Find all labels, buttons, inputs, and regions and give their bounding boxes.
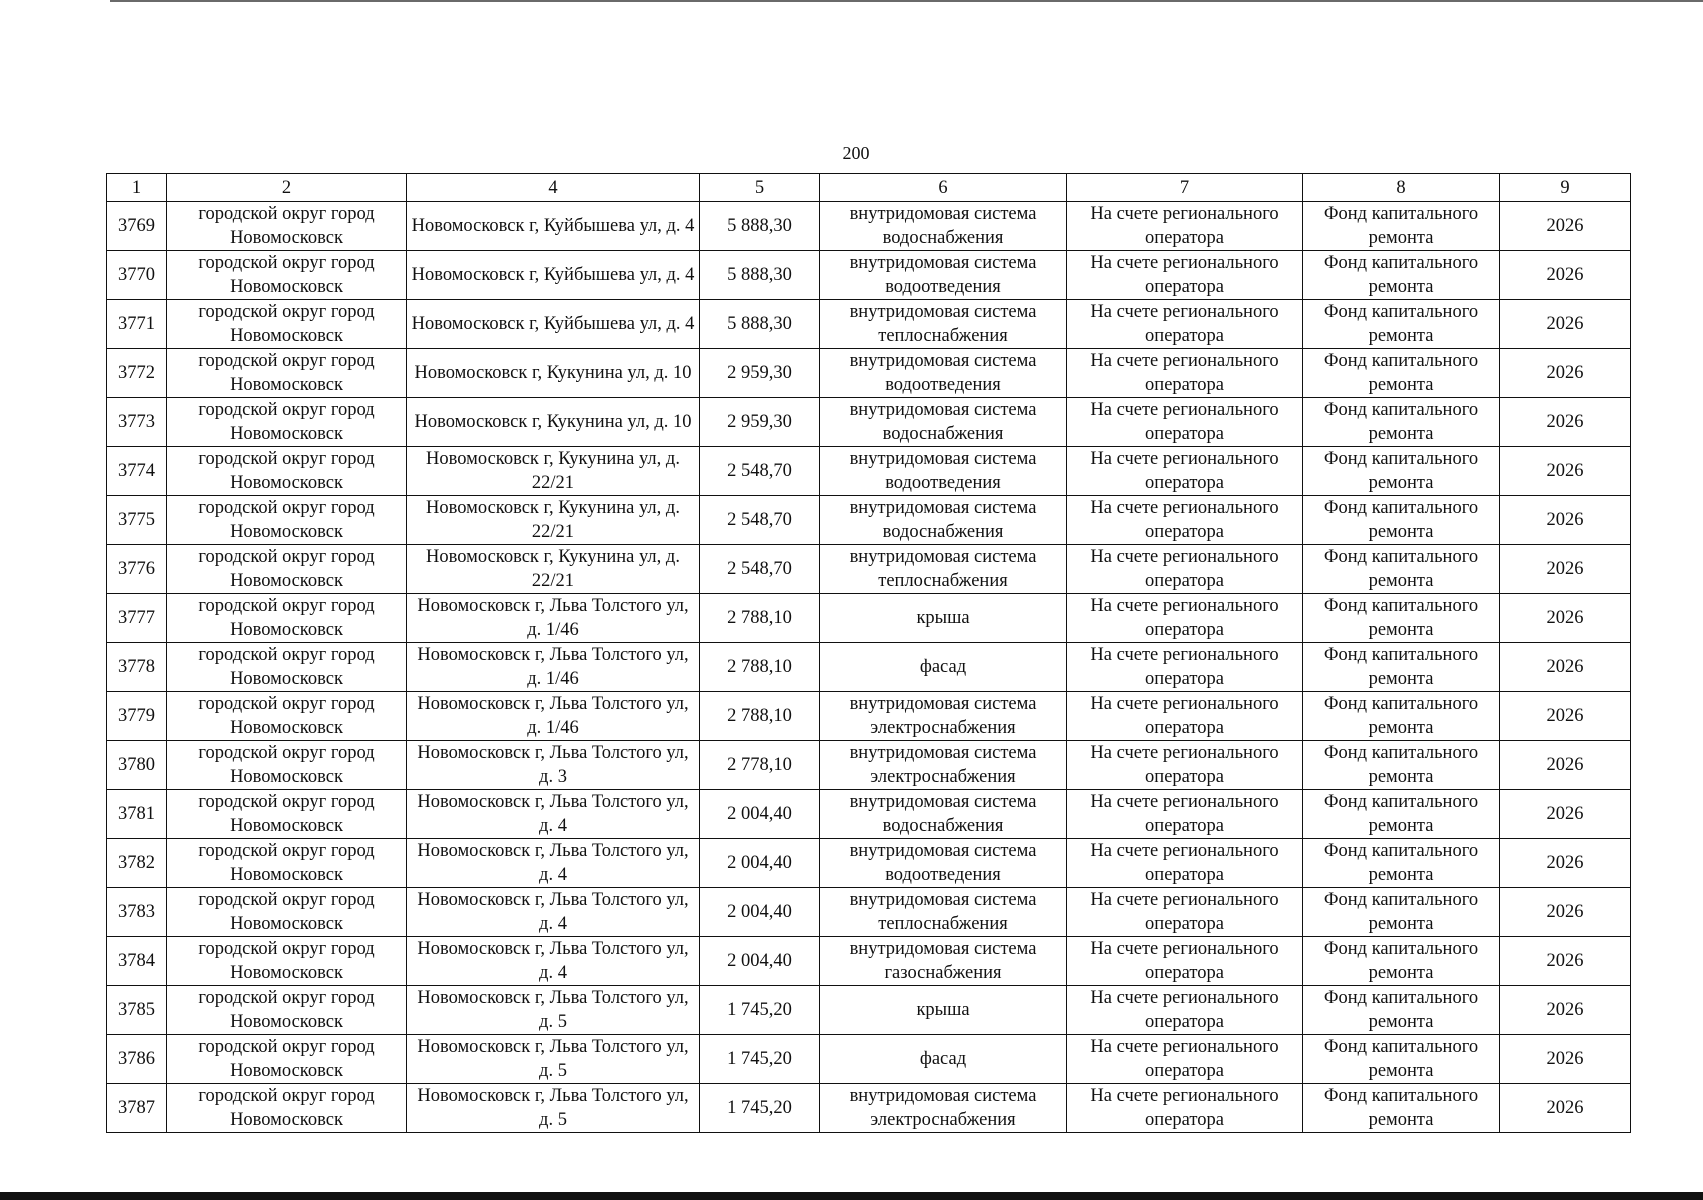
header-cell-col-1: 1 bbox=[107, 174, 167, 202]
row-number-cell: 3779 bbox=[107, 692, 167, 741]
district-cell: городской округ город Новомосковск bbox=[167, 937, 407, 986]
work-type-cell: внутридомовая система водоотведения bbox=[820, 349, 1067, 398]
fund-cell: Фонд капитального ремонта bbox=[1303, 349, 1500, 398]
address-cell: Новомосковск г, Куйбышева ул, д. 4 bbox=[407, 251, 700, 300]
row-number-cell: 3774 bbox=[107, 447, 167, 496]
amount-cell: 1 745,20 bbox=[700, 1084, 820, 1133]
account-cell: На счете регионального оператора bbox=[1067, 937, 1303, 986]
row-number-cell: 3784 bbox=[107, 937, 167, 986]
work-type-cell: внутридомовая система водоснабжения bbox=[820, 398, 1067, 447]
district-cell: городской округ город Новомосковск bbox=[167, 741, 407, 790]
fund-cell: Фонд капитального ремонта bbox=[1303, 398, 1500, 447]
amount-cell: 2 788,10 bbox=[700, 643, 820, 692]
year-cell: 2026 bbox=[1500, 251, 1631, 300]
address-cell: Новомосковск г, Льва Толстого ул, д. 4 bbox=[407, 888, 700, 937]
fund-cell: Фонд капитального ремонта bbox=[1303, 790, 1500, 839]
work-type-cell: внутридомовая система электроснабжения bbox=[820, 741, 1067, 790]
year-cell: 2026 bbox=[1500, 888, 1631, 937]
address-cell: Новомосковск г, Куйбышева ул, д. 4 bbox=[407, 300, 700, 349]
fund-cell: Фонд капитального ремонта bbox=[1303, 888, 1500, 937]
account-cell: На счете регионального оператора bbox=[1067, 349, 1303, 398]
account-cell: На счете регионального оператора bbox=[1067, 643, 1303, 692]
year-cell: 2026 bbox=[1500, 594, 1631, 643]
work-type-cell: внутридомовая система водоснабжения bbox=[820, 496, 1067, 545]
work-type-cell: внутридомовая система водоотведения bbox=[820, 447, 1067, 496]
table-row bbox=[107, 447, 1631, 496]
work-type-cell: внутридомовая система водоотведения bbox=[820, 251, 1067, 300]
table-row bbox=[107, 349, 1631, 398]
row-number-cell: 3777 bbox=[107, 594, 167, 643]
fund-cell: Фонд капитального ремонта bbox=[1303, 447, 1500, 496]
work-type-cell: внутридомовая система теплоснабжения bbox=[820, 300, 1067, 349]
work-type-cell: фасад bbox=[820, 643, 1067, 692]
district-cell: городской округ город Новомосковск bbox=[167, 790, 407, 839]
year-cell: 2026 bbox=[1500, 447, 1631, 496]
row-number-cell: 3782 bbox=[107, 839, 167, 888]
account-cell: На счете регионального оператора bbox=[1067, 300, 1303, 349]
row-number-cell: 3780 bbox=[107, 741, 167, 790]
fund-cell: Фонд капитального ремонта bbox=[1303, 692, 1500, 741]
address-cell: Новомосковск г, Льва Толстого ул, д. 1/46 bbox=[407, 692, 700, 741]
table-row bbox=[107, 888, 1631, 937]
amount-cell: 2 788,10 bbox=[700, 692, 820, 741]
amount-cell: 2 004,40 bbox=[700, 790, 820, 839]
fund-cell: Фонд капитального ремонта bbox=[1303, 741, 1500, 790]
fund-cell: Фонд капитального ремонта bbox=[1303, 937, 1500, 986]
header-cell-col-6: 6 bbox=[820, 174, 1067, 202]
year-cell: 2026 bbox=[1500, 1084, 1631, 1133]
table-row bbox=[107, 643, 1631, 692]
page-number: 200 bbox=[842, 143, 870, 163]
header-cell-col-7: 7 bbox=[1067, 174, 1303, 202]
account-cell: На счете регионального оператора bbox=[1067, 986, 1303, 1035]
account-cell: На счете регионального оператора bbox=[1067, 496, 1303, 545]
amount-cell: 2 548,70 bbox=[700, 545, 820, 594]
year-cell: 2026 bbox=[1500, 986, 1631, 1035]
fund-cell: Фонд капитального ремонта bbox=[1303, 1084, 1500, 1133]
address-cell: Новомосковск г, Льва Толстого ул, д. 4 bbox=[407, 839, 700, 888]
work-type-cell: внутридомовая система теплоснабжения bbox=[820, 545, 1067, 594]
scan-top-edge bbox=[110, 0, 1703, 2]
table-row bbox=[107, 692, 1631, 741]
amount-cell: 2 959,30 bbox=[700, 398, 820, 447]
row-number-cell: 3776 bbox=[107, 545, 167, 594]
address-cell: Новомосковск г, Льва Толстого ул, д. 5 bbox=[407, 986, 700, 1035]
year-cell: 2026 bbox=[1500, 790, 1631, 839]
amount-cell: 2 778,10 bbox=[700, 741, 820, 790]
amount-cell: 2 004,40 bbox=[700, 937, 820, 986]
fund-cell: Фонд капитального ремонта bbox=[1303, 1035, 1500, 1084]
fund-cell: Фонд капитального ремонта bbox=[1303, 839, 1500, 888]
district-cell: городской округ город Новомосковск bbox=[167, 888, 407, 937]
row-number-cell: 3786 bbox=[107, 1035, 167, 1084]
address-cell: Новомосковск г, Кукунина ул, д. 10 bbox=[407, 349, 700, 398]
header-cell-col-5: 5 bbox=[700, 174, 820, 202]
row-number-cell: 3773 bbox=[107, 398, 167, 447]
amount-cell: 1 745,20 bbox=[700, 1035, 820, 1084]
account-cell: На счете регионального оператора bbox=[1067, 839, 1303, 888]
year-cell: 2026 bbox=[1500, 300, 1631, 349]
account-cell: На счете регионального оператора bbox=[1067, 202, 1303, 251]
district-cell: городской округ город Новомосковск bbox=[167, 643, 407, 692]
district-cell: городской округ город Новомосковск bbox=[167, 349, 407, 398]
table-row bbox=[107, 251, 1631, 300]
header-cell-col-2: 2 bbox=[167, 174, 407, 202]
row-number-cell: 3770 bbox=[107, 251, 167, 300]
amount-cell: 5 888,30 bbox=[700, 251, 820, 300]
year-cell: 2026 bbox=[1500, 839, 1631, 888]
amount-cell: 2 004,40 bbox=[700, 839, 820, 888]
row-number-cell: 3783 bbox=[107, 888, 167, 937]
amount-cell: 2 548,70 bbox=[700, 496, 820, 545]
year-cell: 2026 bbox=[1500, 496, 1631, 545]
amount-cell: 2 004,40 bbox=[700, 888, 820, 937]
address-cell: Новомосковск г, Льва Толстого ул, д. 5 bbox=[407, 1035, 700, 1084]
table-body bbox=[107, 174, 1631, 1133]
amount-cell: 5 888,30 bbox=[700, 202, 820, 251]
work-type-cell: внутридомовая система теплоснабжения bbox=[820, 888, 1067, 937]
district-cell: городской округ город Новомосковск bbox=[167, 300, 407, 349]
fund-cell: Фонд капитального ремонта bbox=[1303, 251, 1500, 300]
account-cell: На счете регионального оператора bbox=[1067, 888, 1303, 937]
row-number-cell: 3787 bbox=[107, 1084, 167, 1133]
district-cell: городской округ город Новомосковск bbox=[167, 986, 407, 1035]
year-cell: 2026 bbox=[1500, 398, 1631, 447]
address-cell: Новомосковск г, Льва Толстого ул, д. 5 bbox=[407, 1084, 700, 1133]
year-cell: 2026 bbox=[1500, 741, 1631, 790]
table-row bbox=[107, 741, 1631, 790]
district-cell: городской округ город Новомосковск bbox=[167, 839, 407, 888]
address-cell: Новомосковск г, Льва Толстого ул, д. 1/46 bbox=[407, 594, 700, 643]
address-cell: Новомосковск г, Льва Толстого ул, д. 1/46 bbox=[407, 643, 700, 692]
amount-cell: 2 548,70 bbox=[700, 447, 820, 496]
district-cell: городской округ город Новомосковск bbox=[167, 545, 407, 594]
work-type-cell: фасад bbox=[820, 1035, 1067, 1084]
district-cell: городской округ город Новомосковск bbox=[167, 1084, 407, 1133]
table-row bbox=[107, 202, 1631, 251]
row-number-cell: 3785 bbox=[107, 986, 167, 1035]
work-type-cell: внутридомовая система электроснабжения bbox=[820, 692, 1067, 741]
account-cell: На счете регионального оператора bbox=[1067, 790, 1303, 839]
work-type-cell: внутридомовая система водоснабжения bbox=[820, 790, 1067, 839]
row-number-cell: 3781 bbox=[107, 790, 167, 839]
district-cell: городской округ город Новомосковск bbox=[167, 692, 407, 741]
header-cell-col-4: 4 bbox=[407, 174, 700, 202]
year-cell: 2026 bbox=[1500, 937, 1631, 986]
table-row bbox=[107, 496, 1631, 545]
header-cell-col-9: 9 bbox=[1500, 174, 1631, 202]
district-cell: городской округ город Новомосковск bbox=[167, 1035, 407, 1084]
account-cell: На счете регионального оператора bbox=[1067, 447, 1303, 496]
year-cell: 2026 bbox=[1500, 692, 1631, 741]
table-row bbox=[107, 594, 1631, 643]
fund-cell: Фонд капитального ремонта bbox=[1303, 300, 1500, 349]
address-cell: Новомосковск г, Льва Толстого ул, д. 4 bbox=[407, 937, 700, 986]
row-number-cell: 3778 bbox=[107, 643, 167, 692]
scan-bottom-edge bbox=[0, 1192, 1703, 1200]
amount-cell: 1 745,20 bbox=[700, 986, 820, 1035]
fund-cell: Фонд капитального ремонта bbox=[1303, 202, 1500, 251]
district-cell: городской округ город Новомосковск bbox=[167, 202, 407, 251]
address-cell: Новомосковск г, Кукунина ул, д. 10 bbox=[407, 398, 700, 447]
fund-cell: Фонд капитального ремонта bbox=[1303, 496, 1500, 545]
table-row bbox=[107, 398, 1631, 447]
fund-cell: Фонд капитального ремонта bbox=[1303, 986, 1500, 1035]
row-number-cell: 3769 bbox=[107, 202, 167, 251]
row-number-cell: 3772 bbox=[107, 349, 167, 398]
fund-cell: Фонд капитального ремонта bbox=[1303, 594, 1500, 643]
district-cell: городской округ город Новомосковск bbox=[167, 251, 407, 300]
account-cell: На счете регионального оператора bbox=[1067, 398, 1303, 447]
table-row bbox=[107, 790, 1631, 839]
account-cell: На счете регионального оператора bbox=[1067, 741, 1303, 790]
work-type-cell: крыша bbox=[820, 986, 1067, 1035]
table-row bbox=[107, 986, 1631, 1035]
header-cell-col-8: 8 bbox=[1303, 174, 1500, 202]
address-cell: Новомосковск г, Льва Толстого ул, д. 4 bbox=[407, 790, 700, 839]
row-number-cell: 3775 bbox=[107, 496, 167, 545]
account-cell: На счете регионального оператора bbox=[1067, 545, 1303, 594]
district-cell: городской округ город Новомосковск bbox=[167, 496, 407, 545]
address-cell: Новомосковск г, Кукунина ул, д. 22/21 bbox=[407, 447, 700, 496]
year-cell: 2026 bbox=[1500, 643, 1631, 692]
year-cell: 2026 bbox=[1500, 545, 1631, 594]
work-type-cell: внутридомовая система электроснабжения bbox=[820, 1084, 1067, 1133]
header-row bbox=[107, 174, 1631, 202]
work-type-cell: внутридомовая система газоснабжения bbox=[820, 937, 1067, 986]
table-row bbox=[107, 300, 1631, 349]
table-row bbox=[107, 1035, 1631, 1084]
account-cell: На счете регионального оператора bbox=[1067, 1035, 1303, 1084]
address-cell: Новомосковск г, Льва Толстого ул, д. 3 bbox=[407, 741, 700, 790]
amount-cell: 2 788,10 bbox=[700, 594, 820, 643]
capital-repair-table bbox=[106, 173, 1631, 1133]
year-cell: 2026 bbox=[1500, 1035, 1631, 1084]
address-cell: Новомосковск г, Кукунина ул, д. 22/21 bbox=[407, 545, 700, 594]
fund-cell: Фонд капитального ремонта bbox=[1303, 643, 1500, 692]
amount-cell: 2 959,30 bbox=[700, 349, 820, 398]
row-number-cell: 3771 bbox=[107, 300, 167, 349]
table-row bbox=[107, 545, 1631, 594]
table-row bbox=[107, 937, 1631, 986]
year-cell: 2026 bbox=[1500, 202, 1631, 251]
account-cell: На счете регионального оператора bbox=[1067, 594, 1303, 643]
table-row bbox=[107, 1084, 1631, 1133]
account-cell: На счете регионального оператора bbox=[1067, 1084, 1303, 1133]
account-cell: На счете регионального оператора bbox=[1067, 692, 1303, 741]
address-cell: Новомосковск г, Куйбышева ул, д. 4 bbox=[407, 202, 700, 251]
address-cell: Новомосковск г, Кукунина ул, д. 22/21 bbox=[407, 496, 700, 545]
work-type-cell: крыша bbox=[820, 594, 1067, 643]
district-cell: городской округ город Новомосковск bbox=[167, 594, 407, 643]
account-cell: На счете регионального оператора bbox=[1067, 251, 1303, 300]
district-cell: городской округ город Новомосковск bbox=[167, 398, 407, 447]
table-row bbox=[107, 839, 1631, 888]
year-cell: 2026 bbox=[1500, 349, 1631, 398]
work-type-cell: внутридомовая система водоснабжения bbox=[820, 202, 1067, 251]
district-cell: городской округ город Новомосковск bbox=[167, 447, 407, 496]
amount-cell: 5 888,30 bbox=[700, 300, 820, 349]
work-type-cell: внутридомовая система водоотведения bbox=[820, 839, 1067, 888]
fund-cell: Фонд капитального ремонта bbox=[1303, 545, 1500, 594]
